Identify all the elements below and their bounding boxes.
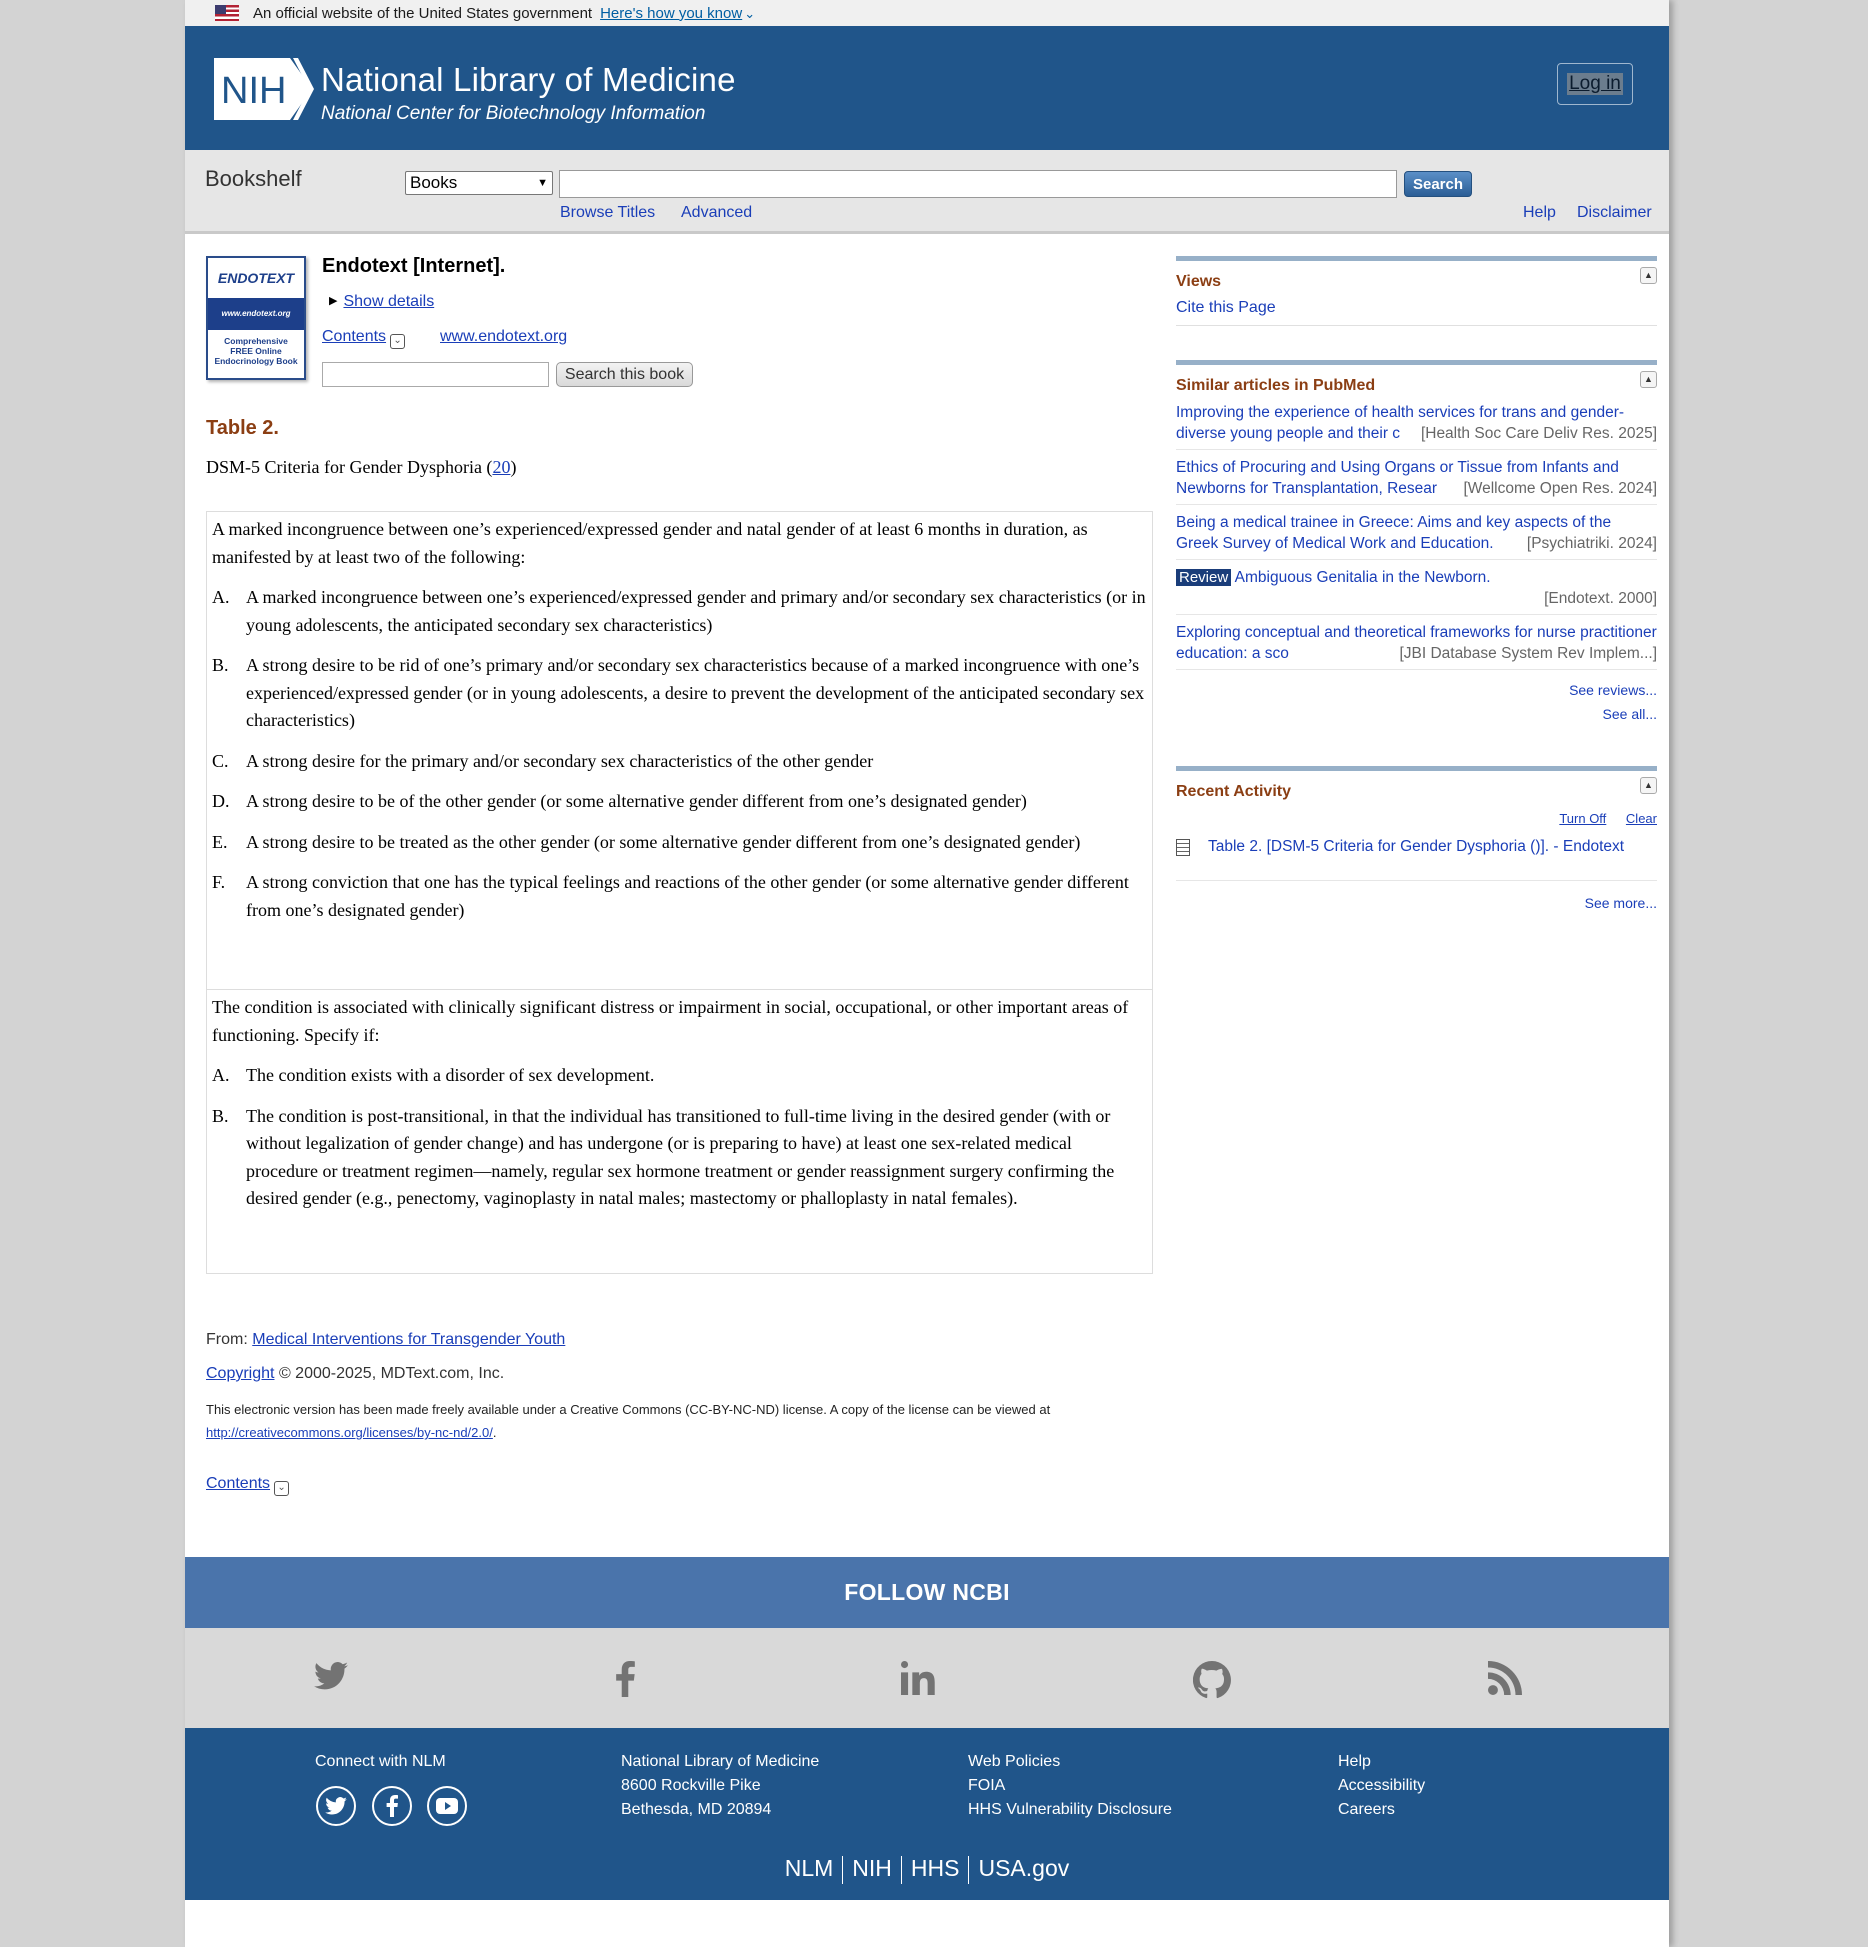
social-links-bar: [185, 1628, 1669, 1728]
facebook-icon[interactable]: [372, 1786, 412, 1826]
book-cover[interactable]: [206, 256, 306, 380]
contents-dropdown[interactable]: [322, 328, 405, 349]
misc-links: [1338, 1750, 1425, 1822]
list-item: A. The condition exists with a disorder of sex development.: [212, 1065, 655, 1085]
license-text: This electronic version has been made freely available under a Creative Commons (CC-BY-NC-ND) license. A copy of the license can be viewed at http://creativecommons.org/licenses/by-nc-nd/2.0/.: [206, 1402, 1051, 1440]
cite-this-page-link[interactable]: Cite this Page: [1176, 299, 1276, 316]
table-row: [207, 990, 1152, 1230]
list-item: B. A strong desire to be rid of one’s primary and/or secondary sex characteristics because of a marked incongruence with one’s experienced/expressed gender (or in young adolescents, a desire to prevent the development of the anticipated secondary sex characteristics): [212, 655, 1145, 730]
chevron-down-icon: ⌄: [744, 5, 756, 21]
us-flag-icon: [215, 5, 239, 21]
clear-link[interactable]: Clear: [1625, 811, 1657, 826]
rss-icon[interactable]: [1488, 1661, 1522, 1695]
criteria-intro: A marked incongruence between one’s experienced/expressed gender and natal gender of at least 6 months in duration, as manifested by at least two of the following:: [212, 519, 1088, 567]
list-item: A. A marked incongruence between one’s experienced/expressed gender and primary and/or secondary sex characteristics (or in young adolescents, the anticipated secondary sex characteristics): [212, 587, 1146, 635]
ncbi-subtitle[interactable]: National Center for Biotechnology Information: [321, 103, 706, 124]
show-details-link[interactable]: Show details: [343, 293, 435, 310]
table-label: Table 2.: [206, 417, 279, 439]
database-select[interactable]: Books ▼: [405, 171, 553, 195]
list-item[interactable]: Ethics of Procuring and Using Organs or Tissue from Infants and Newborns for Transplantation, Resear [Wellcome Open Res. 2024]: [1176, 450, 1657, 505]
policy-links: [968, 1750, 1172, 1822]
help-link[interactable]: Help: [1523, 204, 1556, 221]
youtube-icon[interactable]: [427, 1786, 467, 1826]
license-url-link[interactable]: http://creativecommons.org/licenses/by-nc-nd/2.0/: [206, 1425, 493, 1440]
twitter-icon[interactable]: [314, 1661, 348, 1691]
gov-banner-text: An official website of the United States government: [253, 4, 593, 22]
careers-link[interactable]: Careers: [1338, 1801, 1395, 1818]
footer-agency-links: [185, 1855, 1669, 1884]
list-item: E. A strong desire to be treated as the other gender (or some alternative gender different from one’s designated gender): [212, 831, 1081, 852]
cover-title: ENDOTEXT: [217, 270, 295, 286]
list-item[interactable]: Review Ambiguous Genitalia in the Newborn. [Endotext. 2000]: [1176, 560, 1657, 615]
cover-url: www.endotext.org: [208, 298, 304, 330]
source-chapter-link[interactable]: Medical Interventions for Transgender Youth: [252, 1331, 566, 1348]
views-portlet: [1176, 256, 1657, 326]
browse-titles-link[interactable]: Browse Titles: [560, 204, 656, 221]
reference-link[interactable]: 20: [492, 457, 511, 477]
portlet-bar: [1176, 360, 1657, 365]
similar-articles-portlet: [1176, 360, 1657, 722]
book-title: Endotext [Internet].: [322, 255, 506, 277]
disclaimer-link[interactable]: Disclaimer: [1577, 204, 1652, 221]
follow-ncbi-heading: FOLLOW NCBI: [185, 1557, 1669, 1628]
usa-gov-link[interactable]: USA.gov: [978, 1855, 1070, 1881]
search-input[interactable]: [559, 170, 1397, 198]
contents-link[interactable]: Contents: [322, 328, 387, 345]
bookshelf-label[interactable]: Bookshelf: [205, 166, 302, 191]
recent-activity-title: Recent Activity: [1176, 783, 1291, 800]
portlet-bar: [1176, 766, 1657, 771]
hhs-vulnerability-link[interactable]: HHS Vulnerability Disclosure: [968, 1801, 1172, 1818]
show-details-toggle[interactable]: [329, 293, 434, 311]
table-row: [207, 512, 1152, 990]
search-this-book-button[interactable]: Search this book: [556, 362, 693, 387]
search-bar: [185, 150, 1669, 234]
views-title: Views: [1176, 273, 1222, 290]
table-caption: DSM-5 Criteria for Gender Dysphoria (20): [206, 457, 517, 477]
nlm-header: [185, 26, 1669, 150]
nih-link[interactable]: NIH: [852, 1855, 892, 1881]
copyright-link[interactable]: Copyright: [206, 1365, 275, 1382]
chevron-down-icon: ▼: [537, 177, 548, 189]
book-search-input[interactable]: [322, 362, 549, 387]
connect-with-nlm: Connect with NLM: [315, 1753, 446, 1770]
accessibility-link[interactable]: Accessibility: [1338, 1777, 1426, 1794]
list-item: F. A strong conviction that one has the typical feelings and reactions of the other gender (or some alternative gender different from one’s designated gender): [212, 872, 1129, 920]
list-item: D. A strong desire to be of the other gender (or some alternative gender different from one’s designated gender): [212, 791, 1027, 811]
review-badge: Review: [1176, 569, 1231, 586]
chevron-down-icon[interactable]: ⌄: [274, 1481, 289, 1496]
list-item[interactable]: Exploring conceptual and theoretical frameworks for nurse practitioner education: a sco [JBI Database System Rev Implem...]: [1176, 615, 1657, 670]
nih-logo-icon[interactable]: [214, 58, 314, 120]
list-item: B. The condition is post-transitional, in that the individual has transitioned to full-time living in the desired gender (with or without legalization of gender change) and has undergone (or is preparing to have) at least one sex-related medical procedure or treatment regimen—namely, regular sex hormone treatment or gender reassignment surgery confirming the desired gender (e.g., penectomy, vaginoplasty in natal males; mastectomy or phalloplasty in natal females).: [212, 1105, 1115, 1208]
linkedin-icon[interactable]: [901, 1661, 935, 1695]
recent-activity-link[interactable]: Table 2. [DSM-5 Criteria for Gender Dysphoria ()]. - Endotext: [1208, 838, 1625, 855]
collapse-icon[interactable]: ▲: [1640, 371, 1657, 388]
list-item: C. A strong desire for the primary and/or secondary sex characteristics of the other gender: [212, 750, 874, 771]
list-item[interactable]: Being a medical trainee in Greece: Aims and key aspects of the Greek Survey of Medical Work and Education. [Psychiatriki. 2024]: [1176, 505, 1657, 560]
nlm-title[interactable]: National Library of Medicine: [321, 61, 736, 98]
see-more-link[interactable]: See more...: [1584, 895, 1657, 911]
copyright-line: Copyright © 2000-2025, MDText.com, Inc.: [206, 1365, 505, 1382]
hhs-link[interactable]: HHS: [910, 1855, 960, 1881]
login-button[interactable]: Log in: [1557, 63, 1633, 105]
twitter-icon[interactable]: [316, 1786, 356, 1826]
nih-logo-text: NIH: [221, 70, 287, 112]
collapse-icon[interactable]: ▲: [1640, 777, 1657, 794]
nlm-address: National Library of Medicine 8600 Rockville Pike Bethesda, MD 20894: [621, 1753, 820, 1818]
facebook-icon[interactable]: [614, 1661, 636, 1697]
see-reviews-link[interactable]: See reviews...: [1569, 682, 1657, 698]
divider: [1176, 325, 1657, 326]
github-icon[interactable]: [1193, 1661, 1231, 1699]
advanced-link[interactable]: Advanced: [681, 204, 753, 221]
endotext-site-link[interactable]: www.endotext.org: [440, 328, 568, 345]
web-policies-link[interactable]: Web Policies: [968, 1753, 1061, 1770]
collapse-icon[interactable]: ▲: [1640, 267, 1657, 284]
triangle-right-icon: ▶: [329, 295, 338, 307]
similar-articles-title: Similar articles in PubMed: [1176, 377, 1376, 394]
recent-activity-controls: [1176, 811, 1657, 826]
how-you-know-link[interactable]: Here's how you know ⌄: [600, 4, 756, 22]
specifier-intro: The condition is associated with clinically significant distress or impairment in social, occupational, or other important areas of functioning. Specify if:: [212, 997, 1129, 1045]
list-item[interactable]: Improving the experience of health services for trans and gender-diverse young people and their c [Health Soc Care Deliv Res. 2025]: [1176, 395, 1657, 450]
cover-tagline: Comprehensive FREE Online Endocrinology Book: [214, 336, 298, 366]
portlet-bar: [1176, 256, 1657, 261]
criteria-table: [206, 511, 1153, 1274]
see-all-link[interactable]: See all...: [1602, 706, 1657, 722]
chevron-down-icon[interactable]: ⌄: [390, 334, 405, 349]
list-item[interactable]: [1176, 838, 1657, 881]
recent-activity-portlet: [1176, 766, 1657, 911]
from-line: From: Medical Interventions for Transgender Youth: [206, 1331, 566, 1348]
contents-dropdown-bottom[interactable]: [206, 1475, 289, 1496]
footer-help-link[interactable]: Help: [1338, 1753, 1371, 1770]
search-button[interactable]: Search: [1404, 171, 1472, 197]
nlm-footer: [185, 1728, 1669, 1900]
gov-banner: [185, 0, 1669, 26]
foia-link[interactable]: FOIA: [968, 1777, 1006, 1794]
turn-off-link[interactable]: Turn Off: [1559, 811, 1607, 826]
page: [185, 0, 1669, 1947]
document-icon: [1176, 839, 1190, 856]
contents-link[interactable]: Contents: [206, 1475, 271, 1492]
nlm-link[interactable]: NLM: [784, 1855, 834, 1881]
